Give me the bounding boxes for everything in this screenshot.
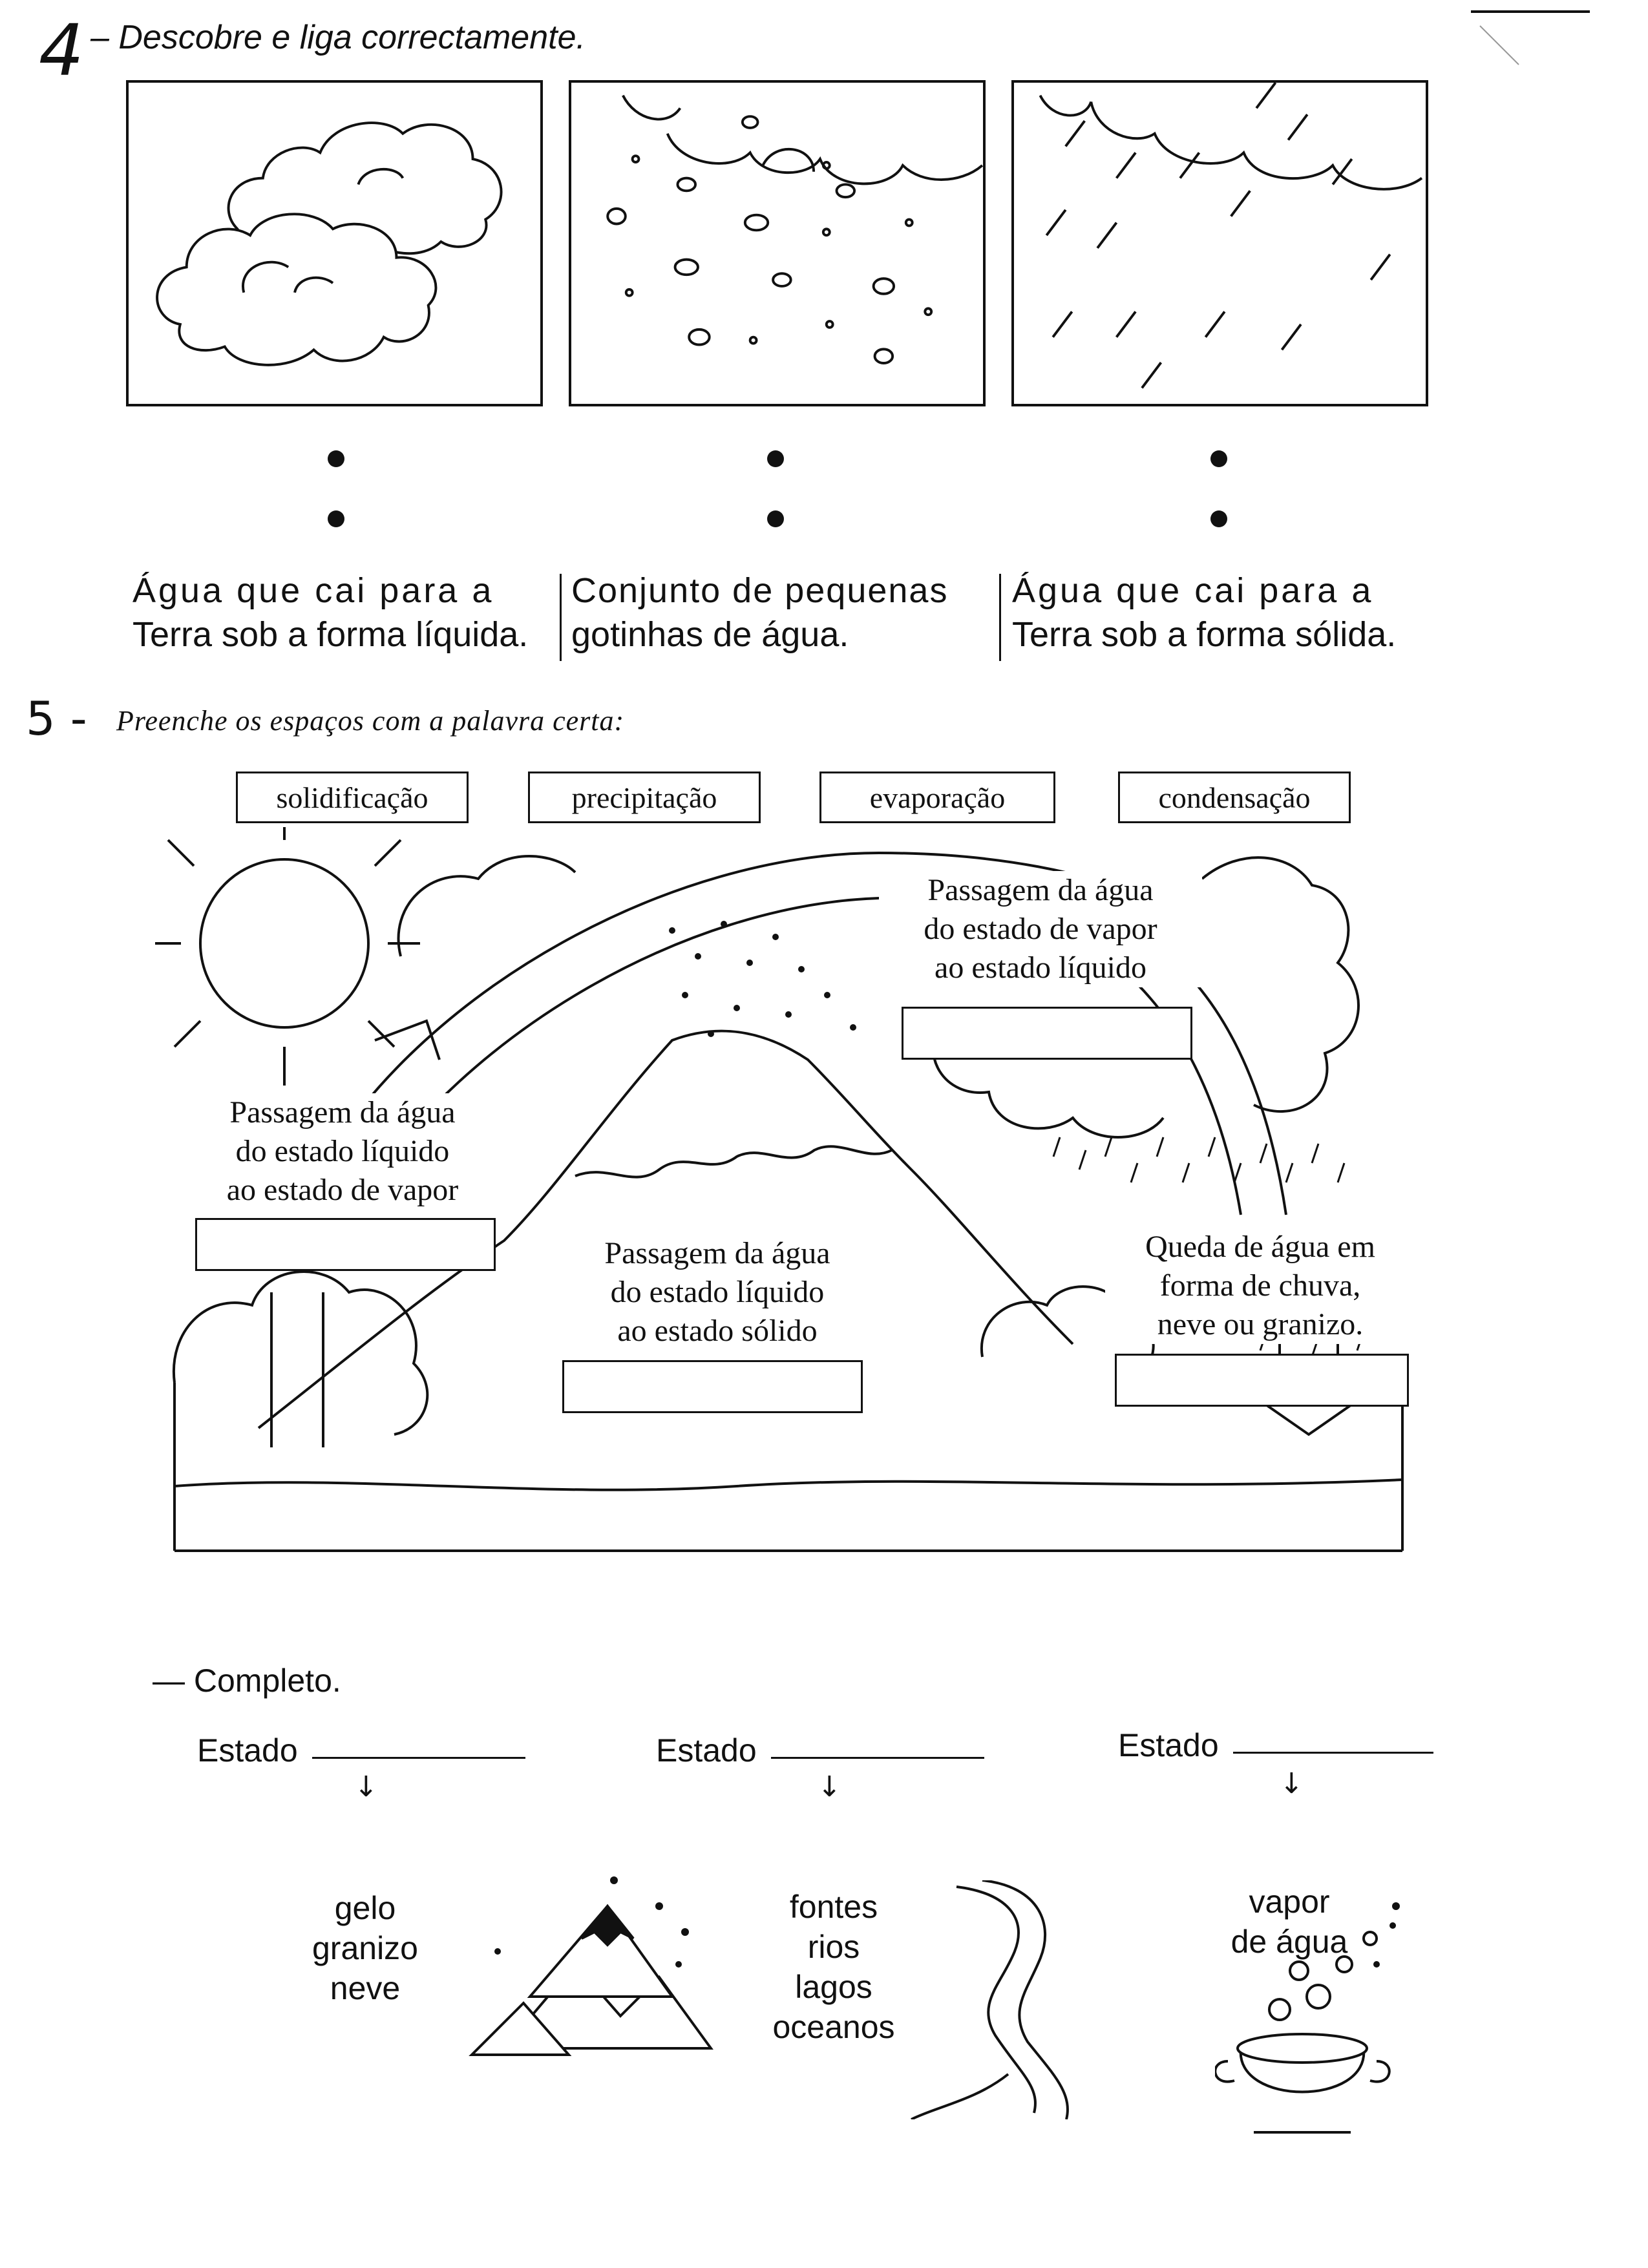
match-dot-bottom-1[interactable] (328, 510, 344, 527)
solidification-label (562, 1234, 872, 1350)
word-evaporacao[interactable]: evaporação (819, 772, 1055, 823)
example-item: de água (1231, 1924, 1348, 1960)
water-cycle-illustration (155, 827, 1448, 1602)
estado-label: Estado (656, 1732, 757, 1769)
label-line: ao estado sólido (617, 1314, 818, 1348)
condensation-label (879, 871, 1202, 987)
evaporation-answer-box[interactable] (195, 1218, 496, 1271)
description-line: gotinhas de água. (571, 615, 849, 654)
completo-heading: — Completo. (153, 1663, 341, 1699)
example-item: oceanos (772, 2009, 895, 2045)
snowy-mountains-icon (465, 1867, 724, 2074)
description-line: Água que cai para a (132, 571, 494, 610)
corner-mark (1467, 0, 1596, 78)
steaming-pot-icon (1215, 1893, 1422, 2145)
estado-blank[interactable] (1233, 1752, 1433, 1754)
label-line: Passagem da água (927, 873, 1154, 907)
evaporation-label (187, 1093, 498, 1210)
clouds-picture (126, 80, 543, 406)
river-icon (898, 1880, 1105, 2119)
label-line: do estado líquido (610, 1275, 825, 1309)
estado-gas (1118, 1727, 1433, 1764)
exercise-5-number: 5 - (26, 691, 87, 746)
label-line: ao estado líquido (935, 950, 1146, 985)
match-dot-bottom-2[interactable] (767, 510, 784, 527)
word-condensacao[interactable]: condensação (1118, 772, 1351, 823)
label-line: Queda de água em (1145, 1230, 1375, 1264)
example-item: fontes (789, 1889, 878, 1925)
precipitation-label (1105, 1228, 1415, 1344)
label-line: ao estado de vapor (226, 1173, 459, 1207)
exercise-4-number: 4 (39, 9, 84, 92)
estado-label: Estado (1118, 1727, 1219, 1763)
label-line: forma de chuva, (1159, 1268, 1361, 1303)
description-line: Água que cai para a (1012, 571, 1374, 610)
description-droplets (571, 569, 948, 656)
column-divider (560, 574, 562, 661)
label-line: Passagem da água (604, 1236, 830, 1270)
description-line: Terra sob a forma sólida. (1012, 615, 1397, 654)
rain-picture (1011, 80, 1428, 406)
label-line: Passagem da água (229, 1095, 456, 1129)
description-line: Conjunto de pequenas (571, 571, 949, 610)
exercise-5-instruction: Preenche os espaços com a palavra certa: (116, 705, 625, 737)
label-line: do estado de vapor (924, 912, 1157, 946)
label-line: do estado líquido (235, 1134, 450, 1168)
example-item: granizo (312, 1930, 418, 1966)
example-item: neve (330, 1970, 401, 2006)
match-dot-top-1[interactable] (328, 450, 344, 467)
example-item: vapor (1249, 1884, 1330, 1920)
example-item: gelo (334, 1890, 396, 1926)
description-line: Terra sob a forma líquida. (132, 615, 529, 654)
liquid-examples (750, 1887, 918, 2047)
match-dot-top-2[interactable] (767, 450, 784, 467)
arrow-down-icon: ↓ (818, 1770, 841, 1803)
example-item: lagos (795, 1969, 872, 2005)
condensation-answer-box[interactable] (902, 1007, 1192, 1060)
match-dot-bottom-3[interactable] (1210, 510, 1227, 527)
column-divider (999, 574, 1001, 661)
match-dot-top-3[interactable] (1210, 450, 1227, 467)
arrow-down-icon: ↓ (354, 1770, 378, 1803)
estado-solid (197, 1732, 525, 1769)
solidification-answer-box[interactable] (562, 1360, 863, 1413)
estado-label: Estado (197, 1732, 298, 1769)
example-item: rios (807, 1929, 860, 1965)
solid-examples (297, 1888, 433, 2008)
description-solid-fall (1012, 569, 1396, 656)
estado-blank[interactable] (312, 1757, 525, 1759)
arrow-down-icon: ↓ (1280, 1767, 1304, 1800)
estado-blank[interactable] (771, 1757, 984, 1759)
precipitation-answer-box[interactable] (1115, 1354, 1409, 1407)
exercise-4-instruction: – Descobre e liga correctamente. (90, 19, 586, 56)
description-liquid-rain (132, 569, 528, 656)
estado-liquid (656, 1732, 984, 1769)
label-line: neve ou granizo. (1157, 1307, 1364, 1341)
word-solidificacao[interactable]: solidificação (236, 772, 469, 823)
droplets-picture (569, 80, 986, 406)
word-precipitacao[interactable]: precipitação (528, 772, 761, 823)
